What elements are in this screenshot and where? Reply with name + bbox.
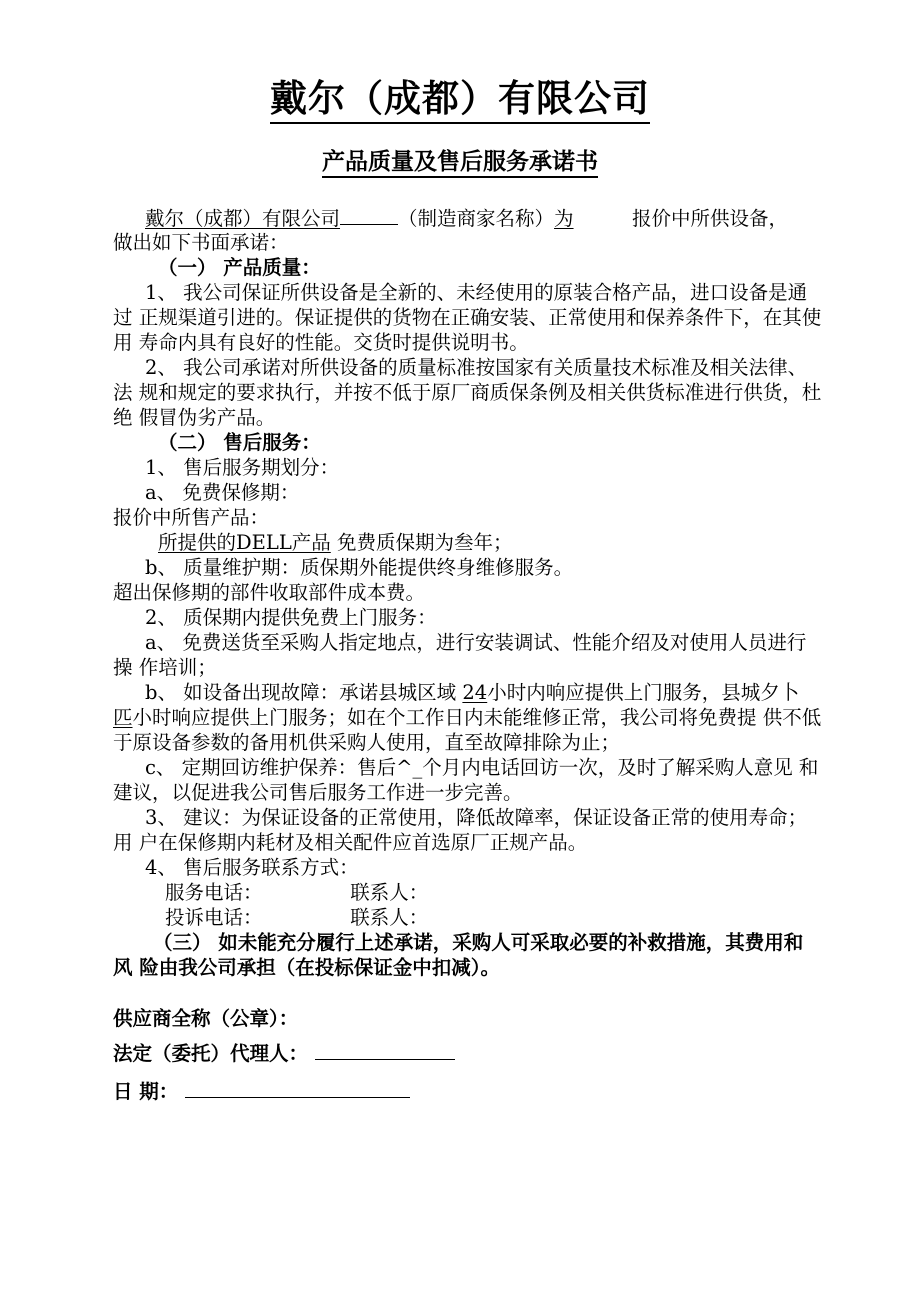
text-segment: 法 规和规定的要求执行，并按不低于原厂商质保条例及相关供货标准进行供货，杜 (113, 381, 822, 404)
text-line (113, 280, 835, 305)
text-line (113, 305, 835, 330)
text-segment: 服务电话： 联系人： (165, 881, 429, 904)
text-segment: 小时内响应提供上门服务，县城夕卜 (487, 681, 800, 704)
text-segment: 日 期： (113, 1080, 186, 1103)
text-line (113, 505, 835, 530)
document-subtitle-text: 产品质量及售后服务承诺书 (322, 148, 598, 178)
text-line (113, 630, 835, 655)
underlined-text: 戴尔（成都）有限公司 (145, 207, 341, 230)
underlined-text: 24 (462, 681, 488, 704)
text-line (113, 930, 835, 955)
text-line (113, 605, 835, 630)
text-line (113, 880, 835, 905)
text-segment: 报价中所售产品： (113, 506, 270, 529)
text-line (113, 680, 835, 705)
text-line (113, 330, 835, 355)
blank-underline (315, 1040, 455, 1060)
text-segment: （三） 如未能充分履行上述承诺，采购人可采取必要的补救措施，其费用和 (153, 931, 804, 954)
text-segment: 于原设备参数的备用机供采购人使用，直至故障排除为止； (113, 731, 621, 754)
text-line (113, 555, 835, 580)
text-segment: 4、 售后服务联系方式： (145, 856, 359, 879)
underlined-text: 匹 (113, 706, 133, 729)
underlined-text: 所提供的DELL产品 (158, 531, 331, 554)
text-segment: 报价中所供设备， (573, 207, 789, 230)
text-segment: 1、 我公司保证所供设备是全新的、未经使用的原装合格产品，进口设备是通 (145, 281, 808, 304)
text-segment: （二） 售后服务： (158, 431, 321, 454)
text-line (113, 830, 835, 855)
text-segment: a、 免费送货至采购人指定地点，进行安装调试、性能介绍及对使用人员进行 (145, 631, 807, 654)
text-line (113, 805, 835, 830)
text-segment: 超出保修期的部件收取部件成本费。 (113, 581, 426, 604)
text-line (113, 730, 835, 755)
text-line (113, 230, 835, 255)
text-segment: 小时响应提供上门服务；如在个工作日内未能维修正常，我公司将免费提 供不低 (132, 706, 822, 729)
text-segment: b、 质量维护期：质保期外能提供终身维修服务。 (145, 556, 574, 579)
text-line (113, 455, 835, 480)
text-line (113, 1006, 835, 1031)
text-line (113, 255, 835, 280)
text-line (113, 530, 835, 555)
blank-underline (185, 1078, 410, 1098)
text-line (113, 855, 835, 880)
text-segment: b、 如设备出现故障：承诺县城区域 (145, 681, 463, 704)
text-line (113, 405, 835, 430)
text-segment: 过 正规渠道引进的。保证提供的货物在正确安装、正常使用和保养条件下，在其使 (113, 306, 822, 329)
document-body (113, 205, 835, 1103)
text-line (113, 205, 835, 230)
document-page (0, 75, 920, 1302)
text-line (113, 355, 835, 380)
text-segment: 法定（委托）代理人： (113, 1042, 315, 1065)
text-line (113, 1078, 835, 1103)
company-title (0, 75, 920, 121)
text-segment: 绝 假冒伪劣产品。 (113, 406, 276, 429)
text-segment: （制造商家名称） (398, 207, 555, 230)
text-segment: 用 寿命内具有良好的性能。交货时提供说明书。 (113, 331, 529, 354)
text-segment: 2、 我公司承诺对所供设备的质量标准按国家有关质量技术标准及相关法律、 (145, 356, 808, 379)
text-segment: 3、 建议：为保证设备的正常使用，降低故障率，保证设备正常的使用寿命； (145, 806, 808, 829)
underlined-text: 为 (554, 207, 574, 230)
text-line (113, 1040, 835, 1065)
text-line (113, 780, 835, 805)
text-segment: 用 户在保修期内耗材及相关配件应首选原厂正规产品。 (113, 831, 588, 854)
blank-underline (340, 205, 398, 225)
text-line (113, 755, 835, 780)
text-segment: （一） 产品质量： (158, 256, 321, 279)
text-line (113, 580, 835, 605)
text-line (113, 705, 835, 730)
text-segment: 免费质保期为叁年； (330, 531, 513, 554)
text-segment: 2、 质保期内提供免费上门服务： (145, 606, 437, 629)
text-segment: a、 免费保修期： (145, 481, 300, 504)
text-segment: 1、 售后服务期划分： (145, 456, 340, 479)
text-line (113, 655, 835, 680)
text-segment: 建议，以促进我公司售后服务工作进一步完善。 (113, 781, 523, 804)
text-line (113, 380, 835, 405)
document-subtitle (0, 147, 920, 177)
text-segment: 风 险由我公司承担（在投标保证金中扣减）。 (113, 956, 501, 979)
text-segment: 做出如下书面承诺： (113, 231, 289, 254)
text-segment: 投诉电话： 联系人： (165, 906, 429, 929)
text-segment: 供应商全称（公章）： (113, 1007, 299, 1030)
text-line (113, 430, 835, 455)
text-line (113, 905, 835, 930)
text-line (113, 955, 835, 980)
text-segment: c、 定期回访维护保养：售后^_个月内电话回访一次，及时了解采购人意见 和 (145, 756, 819, 779)
text-segment: 操 作培训； (113, 656, 217, 679)
text-line (113, 480, 835, 505)
company-title-text: 戴尔（成都）有限公司 (270, 76, 650, 124)
